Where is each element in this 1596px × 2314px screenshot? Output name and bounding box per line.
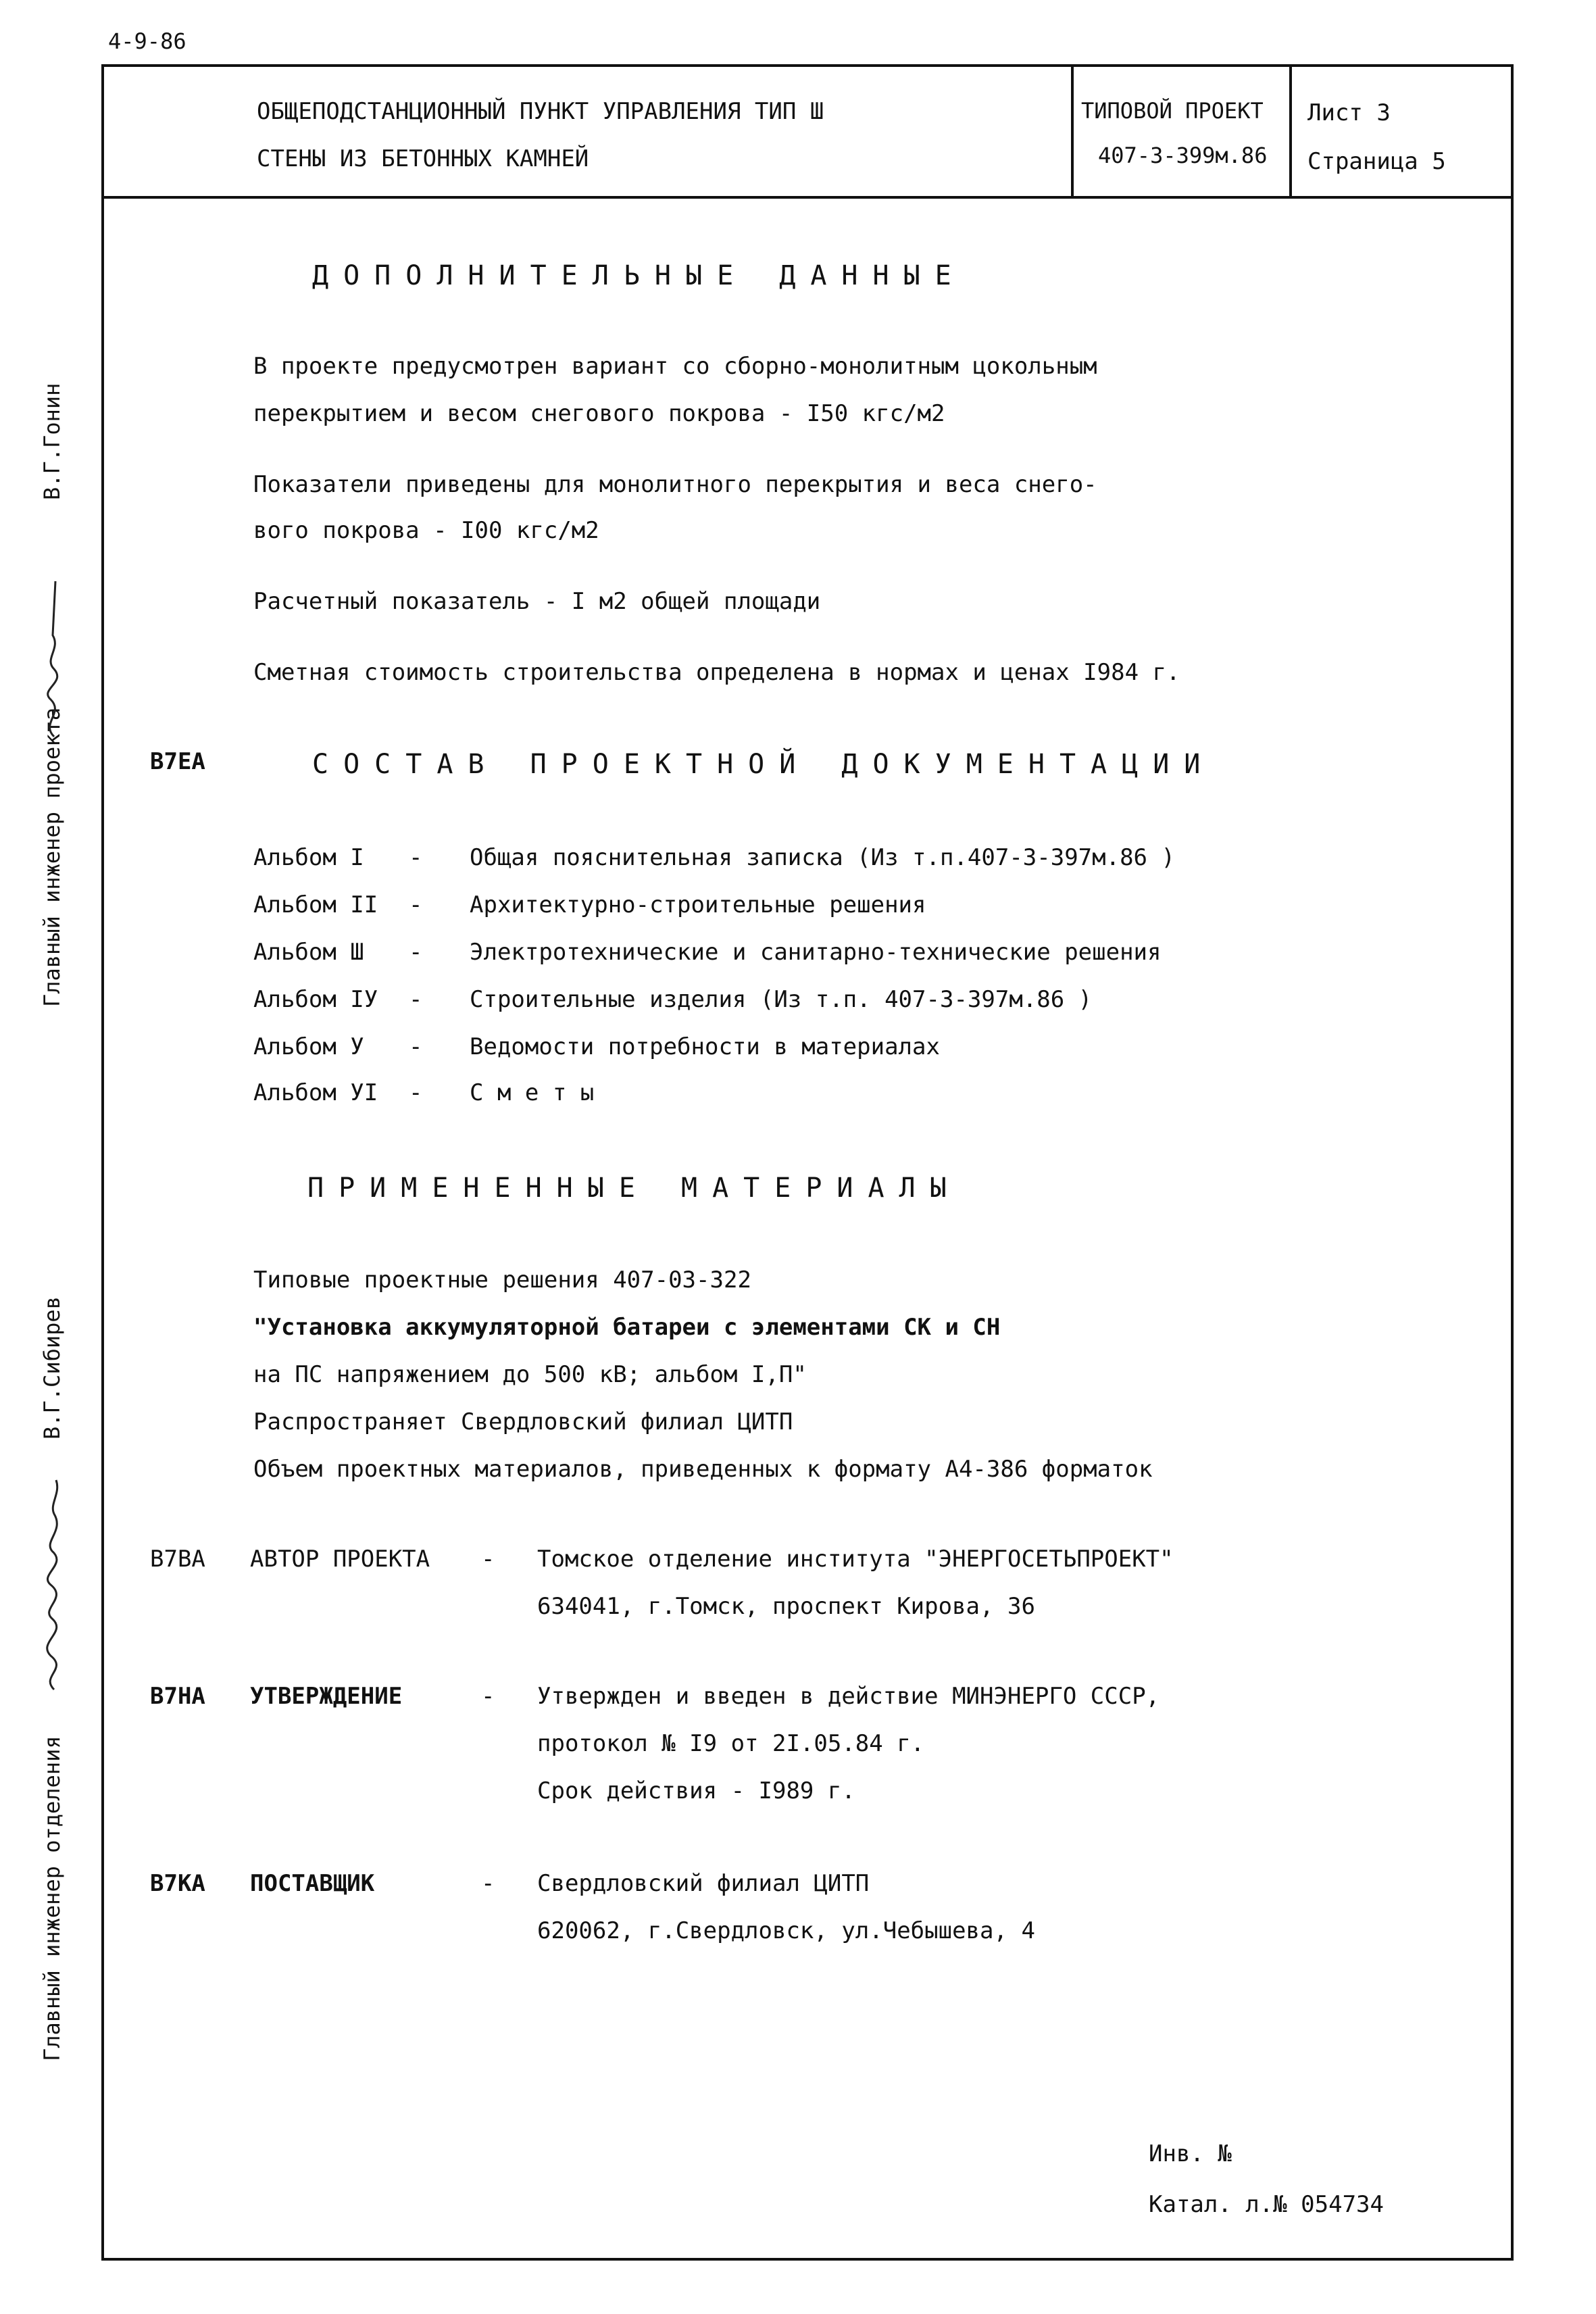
album-2-desc: Архитектурно-строительные решения xyxy=(470,891,926,918)
materials-line-4: Распространяет Свердловский филиал ЦИТП xyxy=(253,1408,793,1435)
album-4-dash: - xyxy=(409,986,423,1013)
supplier-code: В7КА xyxy=(150,1870,205,1897)
album-1-name: Альбом I xyxy=(253,844,364,871)
album-4-desc: Строительные изделия (Из т.п. 407-3-397м.86 ) xyxy=(470,986,1093,1013)
composition-heading: СОСТАВ ПРОЕКТНОЙ ДОКУМЕНТАЦИИ xyxy=(312,749,1216,780)
approval-code: В7НА xyxy=(150,1683,205,1710)
additional-p3: Расчетный показатель - I м2 общей площади xyxy=(253,588,821,615)
author-code: В7ВА xyxy=(150,1546,205,1573)
album-2-name: Альбом II xyxy=(253,891,378,918)
composition-code: В7ЕА xyxy=(150,748,205,775)
album-1-desc: Общая пояснительная записка (Из т.п.407-3-397м.86 ) xyxy=(470,844,1175,871)
approval-line-1: Утвержден и введен в действие МИНЭНЕРГО СССР, xyxy=(537,1683,1160,1710)
approval-line-2: протокол № I9 от 2I.05.84 г. xyxy=(537,1730,925,1757)
chief-department-engineer-name: В.Г.Сибирев xyxy=(39,1296,65,1439)
additional-p2-line1: Показатели приведены для монолитного перекрытия и веса снего- xyxy=(253,471,1097,498)
supplier-line-2: 620062, г.Свердловск, ул.Чебышева, 4 xyxy=(537,1917,1035,1944)
chief-department-engineer-title: Главный инженер отделения xyxy=(39,1736,65,2061)
header-title-line2: СТЕНЫ ИЗ БЕТОННЫХ КАМНЕЙ xyxy=(257,145,589,172)
additional-p2-line2: вого покрова - I00 кгс/м2 xyxy=(253,517,599,544)
album-5-name: Альбом У xyxy=(253,1033,364,1060)
author-line-2: 634041, г.Томск, проспект Кирова, 36 xyxy=(537,1593,1035,1620)
album-6-desc: С м е т ы xyxy=(470,1079,595,1106)
supplier-line-1: Свердловский филиал ЦИТП xyxy=(537,1870,870,1897)
approval-dash: - xyxy=(481,1683,495,1710)
document-code: 4-9-86 xyxy=(108,28,186,54)
materials-line-3: на ПС напряжением до 500 кВ; альбом I,П" xyxy=(253,1361,807,1388)
album-5-dash: - xyxy=(409,1033,423,1060)
project-number: 407-3-399м.86 xyxy=(1098,143,1268,168)
album-4-name: Альбом IУ xyxy=(253,986,378,1013)
album-3-name: Альбом Ш xyxy=(253,939,364,966)
approval-line-3: Срок действия - I989 г. xyxy=(537,1777,855,1804)
header-title-line1: ОБЩЕПОДСТАНЦИОННЫЙ ПУНКТ УПРАВЛЕНИЯ ТИП Ш xyxy=(257,98,824,125)
project-label: ТИПОВОЙ ПРОЕКТ xyxy=(1081,98,1264,124)
album-5-desc: Ведомости потребности в материалах xyxy=(470,1033,940,1060)
title-block-divider xyxy=(101,196,1514,199)
materials-line-5: Объем проектных материалов, приведенных к формату А4-386 форматок xyxy=(253,1456,1153,1483)
album-1-dash: - xyxy=(409,844,423,871)
album-2-dash: - xyxy=(409,891,423,918)
additional-data-heading: ДОПОЛНИТЕЛЬНЫЕ ДАННЫЕ xyxy=(312,260,966,291)
catalog-number: Катал. л.№ 054734 xyxy=(1149,2191,1384,2218)
sheet-number: Лист 3 xyxy=(1307,99,1391,126)
album-6-dash: - xyxy=(409,1079,423,1106)
chief-project-engineer-name: В.Г.Гонин xyxy=(39,383,65,500)
materials-heading: ПРИМЕНЕННЫЕ МАТЕРИАЛЫ xyxy=(307,1173,962,1204)
album-3-dash: - xyxy=(409,939,423,966)
supplier-label: ПОСТАВЩИК xyxy=(250,1870,375,1897)
title-block-separator-1 xyxy=(1071,64,1074,197)
chief-project-engineer-title: Главный инженер проекта xyxy=(39,707,65,1007)
signature-lower xyxy=(30,1473,78,1696)
album-6-name: Альбом УI xyxy=(253,1079,378,1106)
title-block-separator-2 xyxy=(1289,64,1292,197)
album-3-desc: Электротехнические и санитарно-технические решения xyxy=(470,939,1162,966)
author-dash: - xyxy=(481,1546,495,1573)
signature-upper xyxy=(34,568,74,743)
page-number: Страница 5 xyxy=(1307,148,1446,175)
additional-p4: Сметная стоимость строительства определена в нормах и ценах I984 г. xyxy=(253,659,1180,686)
inventory-number: Инв. № xyxy=(1149,2140,1232,2167)
approval-label: УТВЕРЖДЕНИЕ xyxy=(250,1683,403,1710)
materials-line-2: "Установка аккумуляторной батареи с элементами СК и СН xyxy=(253,1314,1001,1341)
author-line-1: Томское отделение института "ЭНЕРГОСЕТЬПРОЕКТ" xyxy=(537,1546,1174,1573)
supplier-dash: - xyxy=(481,1870,495,1897)
additional-p1-line1: В проекте предусмотрен вариант со сборно-монолитным цокольным xyxy=(253,353,1097,380)
author-label: АВТОР ПРОЕКТА xyxy=(250,1546,430,1573)
materials-line-1: Типовые проектные решения 407-03-322 xyxy=(253,1266,751,1294)
additional-p1-line2: перекрытием и весом снегового покрова - I50 кгс/м2 xyxy=(253,400,945,427)
